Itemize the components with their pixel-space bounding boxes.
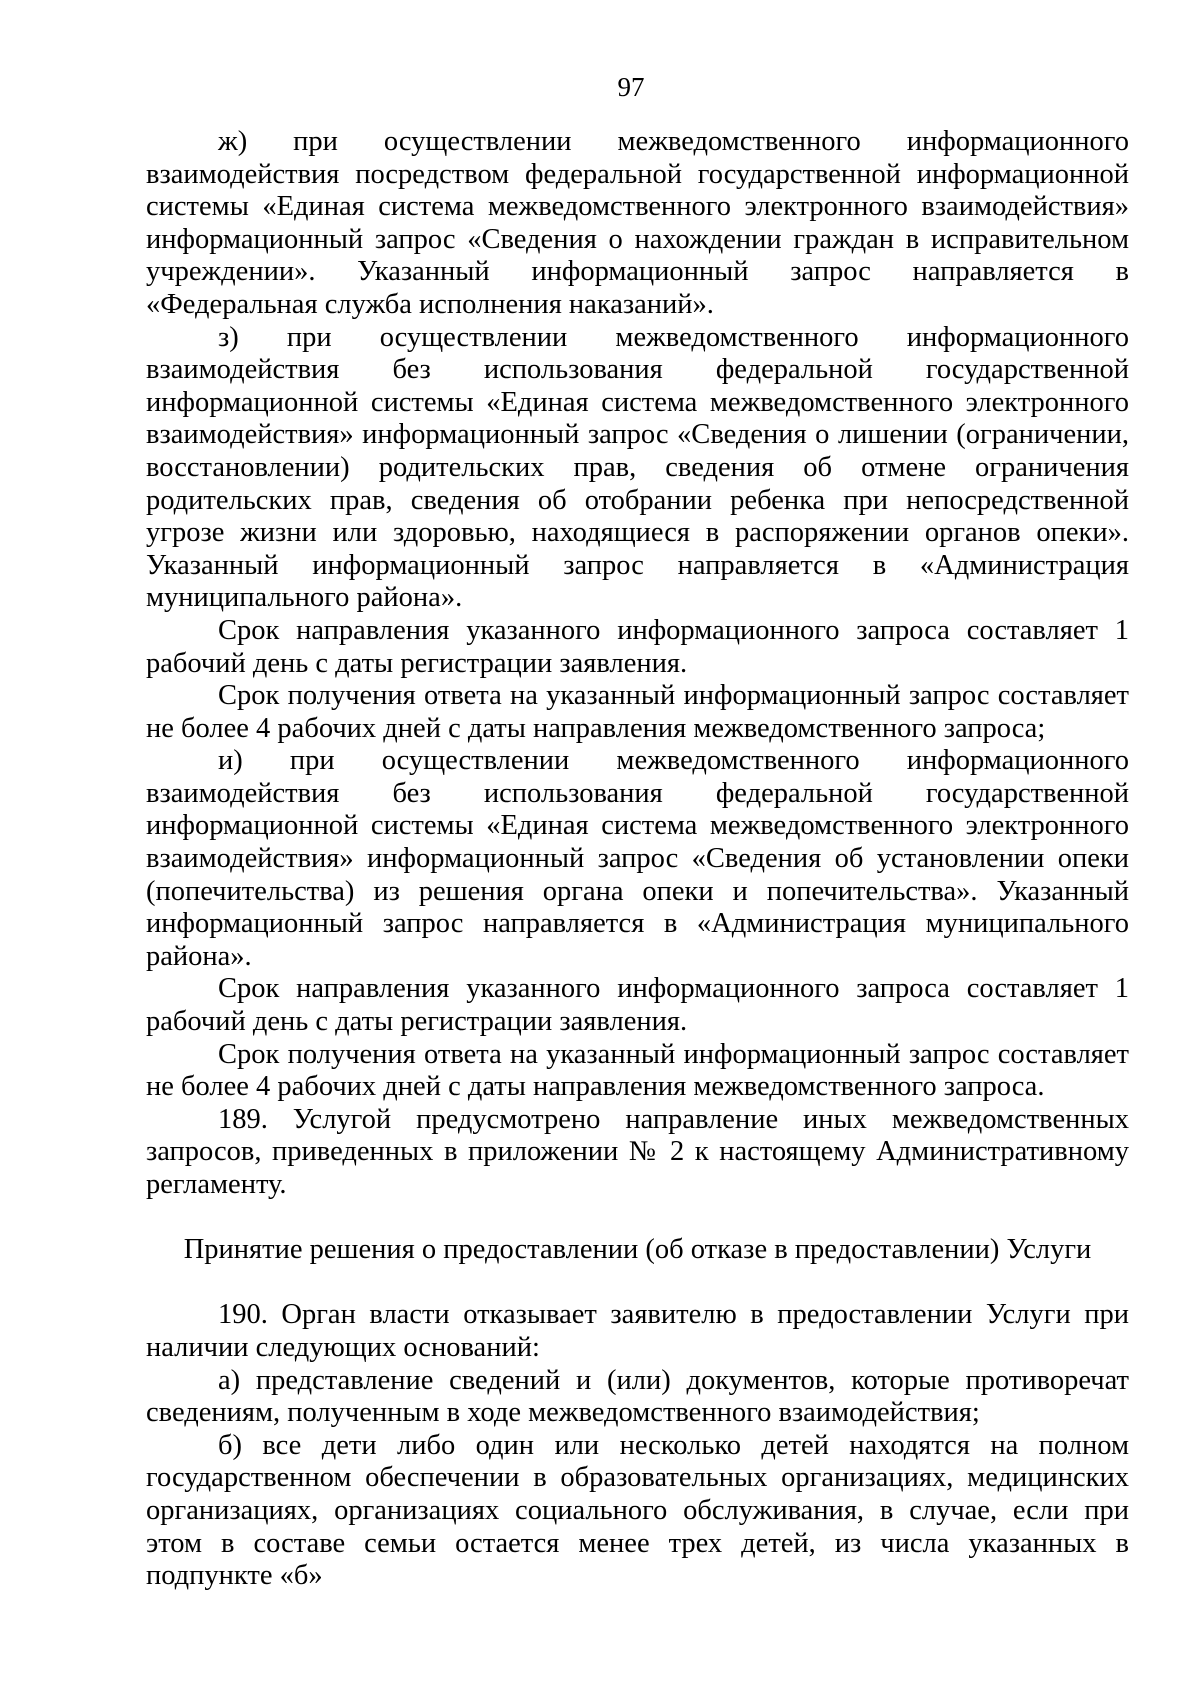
document-body [146,126,1129,1593]
section-heading: Принятие решения о предоставлении (об отказе в предоставлении) Услуги [183,1234,1092,1266]
paragraph-190-b: б) все дети либо один или несколько детей находятся на полном государственном обеспечении в образовательных организациях, медицинских организациях, организациях социального обслуживания, в случае, если при этом в составе семьи остается менее трех детей, из числа указанных в подпункте «б» [146,1429,1129,1592]
paragraph-189: 189. Услугой предусмотрено направление иных межведомственных запросов, приведенных в приложении № 2 к настоящему Административному регламенту. [146,1103,1129,1200]
page-number: 97 [617,72,645,102]
paragraph-190: 190. Орган власти отказывает заявителю в предоставлении Услуги при наличии следующих оснований: [146,1299,1129,1363]
paragraph-response-deadline-2: Срок получения ответа на указанный информационный запрос составляет не более 4 рабочих дней с даты направления межведомственного запроса. [146,1038,1129,1103]
paragraph-request-send-deadline-2: Срок направления указанного информационного запроса составляет 1 рабочий день с даты регистрации заявления. [146,973,1129,1038]
paragraph-i-request: и) при осуществлении межведомственного информационного взаимодействия без использования федеральной государственной информационной системы «Единая система межведомственного электронного взаимодействия» информационный запрос «Сведения об установлении опеки (попечительства) из решения органа опеки и попечительства». Указанный информационный запрос направляется в «Администрация муниципального района». [146,745,1129,972]
paragraph-request-send-deadline: Срок направления указанного информационного запроса составляет 1 рабочий день с даты регистрации заявления. [146,614,1129,679]
paragraph-zh-request: ж) при осуществлении межведомственного информационного взаимодействия посредством федеральной государственной информационной системы «Единая система межведомственного электронного взаимодействия» информационный запрос «Сведения о нахождении граждан в исправительном учреждении». Указанный информационный запрос направляется в «Федеральная служба исполнения наказаний». [146,126,1129,320]
paragraph-response-deadline: Срок получения ответа на указанный информационный запрос составляет не более 4 рабочих дней с даты направления межведомственного запроса; [146,680,1129,744]
paragraph-190-a: а) представление сведений и (или) документов, которые противоречат сведениям, полученным в ходе межведомственного взаимодействия; [146,1364,1129,1429]
paragraph-z-request: з) при осуществлении межведомственного информационного взаимодействия без использования федеральной государственной информационной системы «Единая система межведомственного электронного взаимодействия» информационный запрос «Сведения о лишении (ограничении, восстановлении) родительских прав, сведения об отмене ограничения родительских прав, сведения об отобрании ребенка при непосредственной угрозе жизни или здоровью, находящиеся в распоряжении органов опеки». Указанный информационный запрос направляется в «Администрация муниципального района». [146,321,1129,614]
